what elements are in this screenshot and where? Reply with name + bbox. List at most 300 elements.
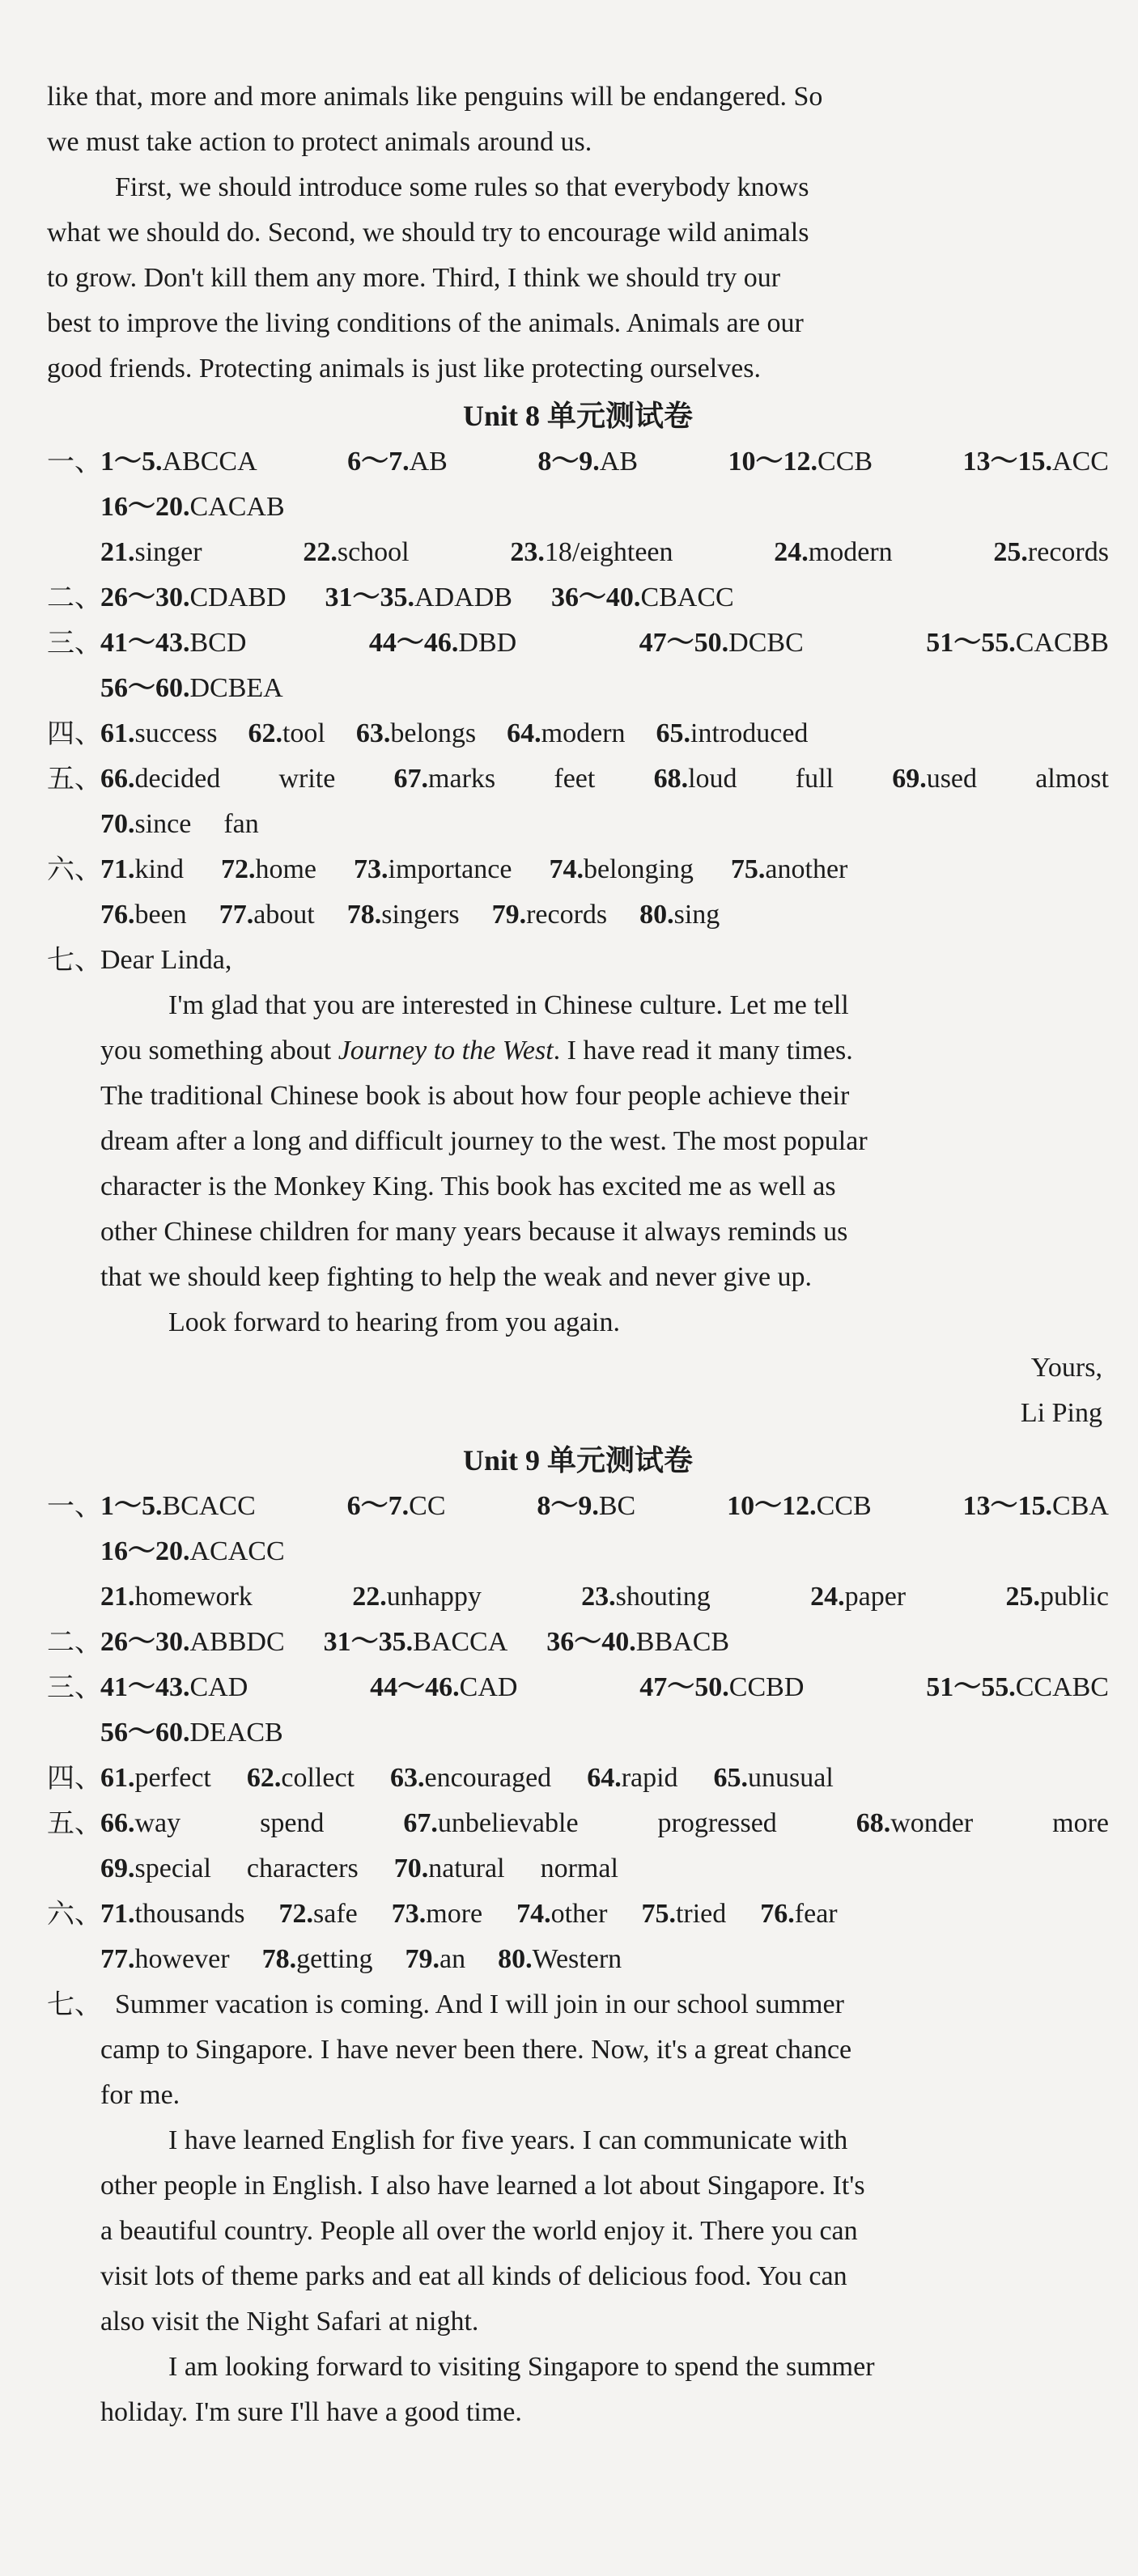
answer-value: normal bbox=[540, 1854, 618, 1883]
question-number: 67. bbox=[403, 1808, 438, 1838]
answer-row bbox=[47, 1937, 1109, 1982]
answer-row bbox=[47, 847, 1109, 892]
answer-item bbox=[100, 1756, 211, 1801]
question-number: 21. bbox=[100, 537, 135, 567]
section-tag: 二、 bbox=[47, 1626, 102, 1659]
answer-item bbox=[100, 485, 285, 530]
answer-item bbox=[325, 575, 512, 621]
question-number: 44～46. bbox=[368, 628, 459, 658]
answer-items bbox=[100, 530, 1109, 575]
answer-item bbox=[546, 1620, 729, 1665]
question-number: 56～60. bbox=[100, 673, 190, 703]
answer-item bbox=[760, 1892, 837, 1937]
answer-value: BC bbox=[598, 1491, 636, 1521]
question-number: 72. bbox=[220, 854, 256, 884]
answer-value: ABCCA bbox=[162, 447, 257, 477]
answer-row bbox=[47, 938, 1109, 983]
answer-value: tried bbox=[675, 1899, 727, 1929]
answer-items bbox=[100, 1937, 622, 1982]
question-number: 36～40. bbox=[546, 1627, 636, 1657]
answer-value: CAD bbox=[459, 1672, 518, 1702]
answer-item bbox=[347, 439, 448, 485]
answer-item bbox=[394, 1846, 505, 1892]
answer-value: spend bbox=[260, 1808, 325, 1838]
question-number: 63. bbox=[355, 718, 391, 748]
answer-item bbox=[100, 892, 187, 938]
essay-line: visit lots of theme parks and eat all kinds of delicious food. You can bbox=[100, 2261, 847, 2291]
answer-item bbox=[796, 756, 834, 802]
section-tag: 六、 bbox=[47, 1898, 102, 1930]
answer-item bbox=[347, 892, 460, 938]
answer-item bbox=[219, 892, 315, 938]
section-tag: 七、 bbox=[47, 1989, 102, 2021]
answer-item bbox=[370, 1665, 517, 1710]
answer-item bbox=[963, 439, 1109, 485]
essay-line: camp to Singapore. I have never been there. Now, it's a great chance bbox=[100, 2035, 852, 2065]
essay-line: other people in English. I also have learned a lot about Singapore. It's bbox=[100, 2171, 865, 2201]
answer-value: more bbox=[1052, 1808, 1109, 1838]
question-number: 10～12. bbox=[727, 1491, 817, 1521]
question-number: 1～5. bbox=[100, 447, 163, 477]
answer-item bbox=[247, 1846, 359, 1892]
essay-line: a beautiful country. People all over the world enjoy it. There you can bbox=[100, 2216, 858, 2246]
answer-value: marks bbox=[428, 764, 496, 794]
answer-value: singers bbox=[381, 900, 460, 930]
question-number: 47～50. bbox=[639, 628, 729, 658]
answer-item bbox=[551, 575, 734, 621]
answer-items bbox=[100, 439, 1109, 485]
answer-value: fan bbox=[223, 809, 259, 839]
letter-line: The traditional Chinese book is about how four people achieve their bbox=[100, 1081, 850, 1111]
answer-item bbox=[100, 666, 283, 711]
answer-value: home bbox=[255, 854, 316, 884]
question-number: 75. bbox=[730, 854, 766, 884]
question-number: 69. bbox=[100, 1854, 135, 1883]
answer-value: CACAB bbox=[189, 492, 285, 522]
answer-item bbox=[926, 621, 1109, 666]
question-number: 61. bbox=[100, 718, 135, 748]
answer-item bbox=[100, 621, 246, 666]
question-number: 56～60. bbox=[100, 1718, 190, 1748]
answer-value: write bbox=[278, 764, 336, 794]
answer-value: CBA bbox=[1052, 1491, 1109, 1521]
answer-value: characters bbox=[246, 1854, 359, 1883]
question-number: 47～50. bbox=[639, 1672, 729, 1702]
answer-value: modern bbox=[541, 718, 626, 748]
question-number: 65. bbox=[656, 718, 691, 748]
answer-item bbox=[492, 892, 608, 938]
unit9-title-en: Unit 9 bbox=[462, 1444, 540, 1477]
question-number: 67. bbox=[393, 764, 429, 794]
answer-value: belonging bbox=[583, 854, 694, 884]
letter-signature: Li Ping bbox=[1020, 1398, 1102, 1428]
question-number: 13～15. bbox=[962, 1491, 1053, 1521]
essay-line: I have learned English for five years. I can communicate with bbox=[168, 2125, 848, 2155]
answer-row bbox=[47, 1620, 1109, 1665]
answer-item bbox=[654, 756, 737, 802]
essay-line: holiday. I'm sure I'll have a good time. bbox=[100, 2397, 522, 2427]
answer-items bbox=[100, 1846, 618, 1892]
answer-item bbox=[993, 530, 1109, 575]
answer-value: thousands bbox=[134, 1899, 245, 1929]
answer-item bbox=[100, 1529, 285, 1574]
letter-text: you something about bbox=[100, 1036, 338, 1066]
answer-items bbox=[100, 756, 1109, 802]
letter-line: that we should keep fighting to help the weak and never give up. bbox=[100, 1262, 813, 1292]
answer-item bbox=[554, 756, 595, 802]
answer-value: BCD bbox=[189, 628, 247, 658]
answer-item bbox=[587, 1756, 677, 1801]
answer-item bbox=[656, 711, 809, 756]
answer-row bbox=[47, 1484, 1109, 1529]
answer-value: BBACB bbox=[635, 1627, 730, 1657]
answer-row bbox=[47, 1529, 1109, 1574]
answer-row bbox=[47, 439, 1109, 485]
answer-item bbox=[516, 1892, 607, 1937]
essay-line: best to improve the living conditions of the animals. Animals are our bbox=[47, 308, 804, 338]
question-number: 70. bbox=[393, 1854, 429, 1883]
section-tag: 一、 bbox=[47, 446, 102, 478]
answer-item bbox=[1005, 1574, 1108, 1620]
answer-item bbox=[262, 1937, 373, 1982]
answer-row bbox=[47, 1574, 1109, 1620]
question-number: 51～55. bbox=[926, 628, 1016, 658]
question-number: 78. bbox=[261, 1944, 297, 1974]
question-number: 25. bbox=[1005, 1582, 1040, 1612]
answer-items bbox=[100, 1574, 1109, 1620]
answer-row bbox=[47, 1710, 1109, 1756]
section-tag: 二、 bbox=[47, 582, 102, 614]
answer-value: ACC bbox=[1052, 447, 1109, 477]
answer-row bbox=[47, 485, 1109, 530]
question-number: 79. bbox=[491, 900, 527, 930]
question-number: 6～7. bbox=[346, 1491, 410, 1521]
answer-value: collect bbox=[281, 1763, 355, 1793]
answer-item bbox=[641, 1892, 726, 1937]
answer-item bbox=[727, 1484, 872, 1529]
answer-value: decided bbox=[134, 764, 221, 794]
question-number: 36～40. bbox=[550, 583, 641, 612]
question-number: 66. bbox=[100, 1808, 135, 1838]
question-number: 25. bbox=[993, 537, 1028, 567]
answer-value: paper bbox=[844, 1582, 907, 1612]
answer-row bbox=[47, 1801, 1109, 1846]
unit8-title-cn: 单元测试卷 bbox=[547, 400, 694, 433]
answer-items bbox=[100, 892, 720, 938]
question-number: 76. bbox=[760, 1899, 795, 1929]
answer-item bbox=[100, 1574, 253, 1620]
answer-row bbox=[47, 802, 1109, 847]
question-number: 16～20. bbox=[100, 492, 190, 522]
section-tag: 三、 bbox=[47, 1671, 102, 1704]
answer-value: safe bbox=[313, 1899, 358, 1929]
answer-items bbox=[100, 666, 283, 711]
answer-item bbox=[731, 847, 847, 892]
answer-item bbox=[303, 530, 409, 575]
question-number: 63. bbox=[390, 1763, 425, 1793]
letter-line: dream after a long and difficult journey to the west. The most popular bbox=[100, 1126, 868, 1156]
question-number: 71. bbox=[100, 1899, 135, 1929]
essay-line: also visit the Night Safari at night. bbox=[100, 2307, 479, 2337]
question-number: 64. bbox=[587, 1763, 622, 1793]
answer-value: Western bbox=[532, 1944, 622, 1974]
answer-items bbox=[100, 847, 847, 892]
answer-item bbox=[100, 711, 217, 756]
answer-item bbox=[728, 439, 873, 485]
essay-line: we must take action to protect animals around us. bbox=[47, 127, 592, 157]
answer-item bbox=[221, 847, 316, 892]
answer-item bbox=[510, 530, 673, 575]
question-number: 68. bbox=[856, 1808, 891, 1838]
question-number: 22. bbox=[352, 1582, 387, 1612]
answer-items bbox=[100, 1484, 1109, 1529]
answer-value: about bbox=[253, 900, 315, 930]
essay-line: like that, more and more animals like penguins will be endangered. So bbox=[47, 82, 823, 112]
answer-value: more bbox=[426, 1899, 483, 1929]
answer-value: natural bbox=[428, 1854, 505, 1883]
answer-value: an bbox=[439, 1944, 466, 1974]
answer-item bbox=[347, 1484, 446, 1529]
answer-value: 18/eighteen bbox=[544, 537, 673, 567]
answer-item bbox=[278, 756, 335, 802]
answer-item bbox=[406, 1937, 466, 1982]
section-tag: 七、 bbox=[47, 944, 102, 977]
answer-value: AB bbox=[599, 447, 639, 477]
question-number: 41～43. bbox=[100, 628, 190, 658]
answer-item bbox=[100, 756, 220, 802]
answer-item bbox=[856, 1801, 973, 1846]
unit8-title-en: Unit 8 bbox=[462, 400, 540, 432]
answer-value: used bbox=[926, 764, 978, 794]
answer-items bbox=[100, 1529, 285, 1574]
answer-items bbox=[100, 1710, 283, 1756]
question-number: 1～5. bbox=[100, 1491, 163, 1521]
essay-line: First, we should introduce some rules so that everybody knows bbox=[115, 172, 809, 202]
answer-value: unhappy bbox=[386, 1582, 482, 1612]
answer-value: CCBD bbox=[728, 1672, 805, 1702]
answer-item bbox=[774, 530, 892, 575]
question-number: 44～46. bbox=[370, 1672, 460, 1702]
section-tag: 四、 bbox=[47, 1762, 102, 1794]
question-number: 80. bbox=[498, 1944, 533, 1974]
answer-items bbox=[100, 1665, 1109, 1710]
question-number: 62. bbox=[248, 718, 282, 748]
answer-item bbox=[100, 1846, 211, 1892]
section-tag: 五、 bbox=[47, 1807, 102, 1840]
answer-row bbox=[47, 1665, 1109, 1710]
answer-value: modern bbox=[808, 537, 893, 567]
answer-row bbox=[47, 530, 1109, 575]
question-number: 23. bbox=[510, 537, 545, 567]
question-number: 75. bbox=[641, 1899, 676, 1929]
answer-value: since bbox=[134, 809, 192, 839]
question-number: 13～15. bbox=[962, 447, 1053, 477]
answer-value: AB bbox=[409, 447, 448, 477]
answer-value: special bbox=[134, 1854, 211, 1883]
answer-value: DBD bbox=[458, 628, 517, 658]
answer-value: ACACC bbox=[189, 1536, 285, 1566]
question-number: 31～35. bbox=[323, 1627, 414, 1657]
question-number: 78. bbox=[346, 900, 382, 930]
answer-item bbox=[354, 847, 512, 892]
answer-value: perfect bbox=[134, 1763, 211, 1793]
answer-value: DEACB bbox=[189, 1718, 283, 1748]
answer-row bbox=[47, 666, 1109, 711]
answer-row bbox=[47, 711, 1109, 756]
unit9-essay bbox=[47, 2027, 1109, 2435]
answer-value: success bbox=[134, 718, 218, 748]
question-number: 16～20. bbox=[100, 1536, 190, 1566]
answer-item bbox=[541, 1846, 618, 1892]
answer-item bbox=[100, 1484, 256, 1529]
answer-value: ABBDC bbox=[189, 1627, 285, 1657]
answer-item bbox=[248, 711, 325, 756]
question-number: 64. bbox=[507, 718, 541, 748]
answer-items bbox=[100, 621, 1109, 666]
question-number: 72. bbox=[278, 1899, 313, 1929]
letter-line: other Chinese children for many years because it always reminds us bbox=[100, 1217, 848, 1247]
answer-items bbox=[100, 711, 808, 756]
answer-item bbox=[714, 1756, 834, 1801]
answer-value: tool bbox=[282, 718, 325, 748]
answer-value: CCABC bbox=[1015, 1672, 1109, 1702]
answer-item bbox=[100, 1665, 248, 1710]
question-number: 77. bbox=[100, 1944, 135, 1974]
answer-value: belongs bbox=[390, 718, 477, 748]
essay-line: Summer vacation is coming. And I will join in our school summer bbox=[115, 1989, 844, 2019]
answer-value: full bbox=[795, 764, 834, 794]
answer-value: DCBEA bbox=[189, 673, 283, 703]
letter-line: I'm glad that you are interested in Chinese culture. Let me tell bbox=[168, 990, 849, 1020]
section-tag: 六、 bbox=[47, 854, 102, 886]
question-number: 41～43. bbox=[100, 1672, 190, 1702]
letter-text: . I have read it many times. bbox=[553, 1036, 853, 1066]
answer-item bbox=[100, 802, 191, 847]
answer-value: homework bbox=[134, 1582, 253, 1612]
answer-value: records bbox=[526, 900, 608, 930]
essay-line: what we should do. Second, we should try to encourage wild animals bbox=[47, 218, 809, 248]
question-number: 22. bbox=[303, 537, 338, 567]
answer-value: CCB bbox=[817, 447, 873, 477]
question-number: 66. bbox=[100, 764, 135, 794]
answer-value: CC bbox=[409, 1491, 446, 1521]
question-number: 61. bbox=[100, 1763, 135, 1793]
answer-value: way bbox=[134, 1808, 181, 1838]
answer-value: CBACC bbox=[640, 583, 734, 612]
answer-value: shouting bbox=[615, 1582, 711, 1612]
answer-value: CDABD bbox=[189, 583, 287, 612]
section-tag: 一、 bbox=[47, 1490, 102, 1523]
answer-items bbox=[100, 1756, 834, 1801]
answer-item bbox=[100, 1892, 245, 1937]
answer-item bbox=[100, 847, 184, 892]
answer-value: getting bbox=[296, 1944, 373, 1974]
answer-value: other bbox=[550, 1899, 608, 1929]
answer-value: feet bbox=[554, 764, 596, 794]
question-number: 31～35. bbox=[325, 583, 415, 612]
answer-item bbox=[507, 711, 625, 756]
answer-item bbox=[537, 1484, 635, 1529]
answer-row bbox=[47, 1846, 1109, 1892]
section-tag: 三、 bbox=[47, 627, 102, 659]
answer-value: been bbox=[134, 900, 187, 930]
book-title: Journey to the West bbox=[338, 1036, 554, 1066]
answer-item bbox=[639, 1665, 804, 1710]
answer-item bbox=[892, 756, 977, 802]
question-number: 68. bbox=[653, 764, 689, 794]
answer-value: fear bbox=[794, 1899, 838, 1929]
answer-item bbox=[394, 756, 496, 802]
answer-value: school bbox=[337, 537, 410, 567]
question-number: 70. bbox=[100, 809, 135, 839]
answer-value: kind bbox=[134, 854, 184, 884]
question-number: 80. bbox=[639, 900, 674, 930]
answer-value: CCB bbox=[816, 1491, 872, 1521]
answer-value: rapid bbox=[621, 1763, 678, 1793]
answer-item bbox=[639, 892, 720, 938]
answer-item bbox=[1052, 1801, 1109, 1846]
answer-item bbox=[639, 621, 804, 666]
essay-line: for me. bbox=[100, 2080, 180, 2110]
answer-item bbox=[352, 1574, 482, 1620]
section-tag: 五、 bbox=[47, 763, 102, 795]
answer-row bbox=[47, 892, 1109, 938]
answer-value: importance bbox=[388, 854, 512, 884]
answer-item bbox=[100, 530, 202, 575]
answer-items bbox=[100, 1892, 838, 1937]
letter-line: character is the Monkey King. This book has excited me as well as bbox=[100, 1171, 836, 1201]
answer-item bbox=[100, 1620, 285, 1665]
answer-value: CAD bbox=[189, 1672, 248, 1702]
letter-line: Look forward to hearing from you again. bbox=[168, 1307, 620, 1337]
question-number: 26～30. bbox=[100, 1627, 190, 1657]
question-number: 24. bbox=[810, 1582, 845, 1612]
question-number: 8～9. bbox=[537, 447, 600, 477]
answer-value: records bbox=[1027, 537, 1109, 567]
answer-item bbox=[100, 575, 287, 621]
intro-essay bbox=[47, 74, 1109, 392]
question-number: 69. bbox=[892, 764, 927, 794]
question-number: 21. bbox=[100, 1582, 135, 1612]
answer-value: however bbox=[134, 1944, 230, 1974]
answer-value: CACBB bbox=[1015, 628, 1109, 658]
answer-value: singer bbox=[134, 537, 202, 567]
answer-value: almost bbox=[1035, 764, 1109, 794]
question-number: 73. bbox=[354, 854, 389, 884]
answer-item bbox=[390, 1756, 551, 1801]
answer-item bbox=[223, 802, 258, 847]
letter-closing: Yours, bbox=[1030, 1353, 1102, 1383]
answer-item bbox=[100, 439, 257, 485]
answer-row bbox=[47, 1982, 1109, 2027]
answer-item bbox=[100, 1937, 230, 1982]
question-number: 74. bbox=[549, 854, 584, 884]
answer-value: DCBC bbox=[728, 628, 804, 658]
answer-row bbox=[47, 1892, 1109, 1937]
answer-row bbox=[47, 1756, 1109, 1801]
answer-item bbox=[356, 711, 476, 756]
answer-value: BACCA bbox=[413, 1627, 508, 1657]
answer-items bbox=[100, 802, 259, 847]
essay-line: good friends. Protecting animals is just like protecting ourselves. bbox=[47, 354, 761, 383]
unit9-title-cn: 单元测试卷 bbox=[547, 1444, 694, 1477]
question-number: 74. bbox=[516, 1899, 551, 1929]
answer-item bbox=[260, 1801, 324, 1846]
answer-value: BCACC bbox=[162, 1491, 256, 1521]
answer-row bbox=[47, 575, 1109, 621]
answer-item bbox=[963, 1484, 1109, 1529]
answer-item bbox=[926, 1665, 1109, 1710]
